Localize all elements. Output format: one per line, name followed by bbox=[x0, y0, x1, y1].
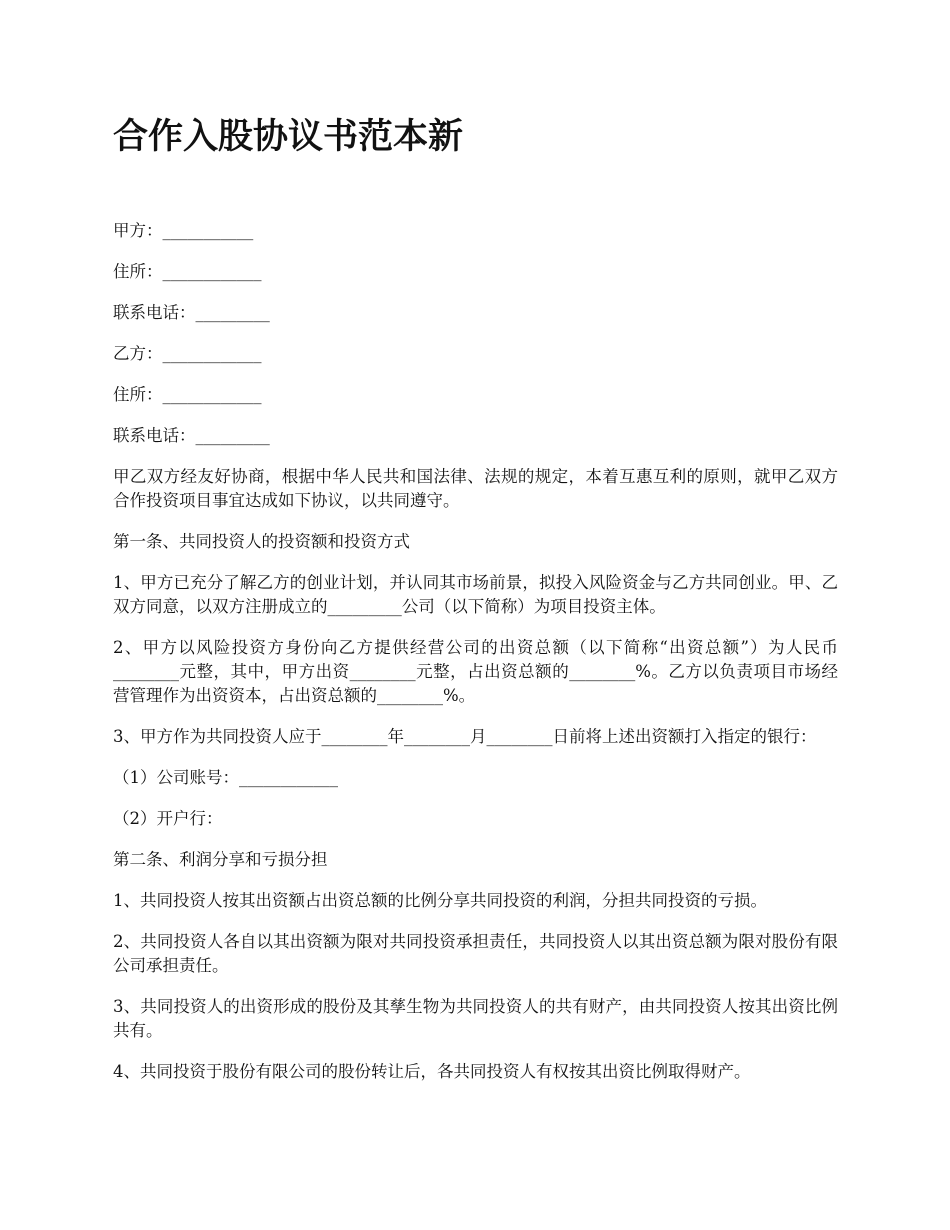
document-body bbox=[113, 219, 838, 1101]
preamble-paragraph: 甲乙双方经友好协商，根据中华人民共和国法律、法规的规定，本着互惠互利的原则，就甲乙双方合作投资项目事宜达成如下协议，以共同遵守。 bbox=[113, 467, 838, 510]
party-a-address-field: 住所：____________ bbox=[113, 262, 262, 281]
article-2-clause-1: 1、共同投资人按其出资额占出资总额的比例分享共同投资的利润，分担共同投资的亏损。 bbox=[113, 891, 767, 910]
article-2-heading: 第二条、利润分享和亏损分担 bbox=[113, 850, 328, 869]
article-2-clause-4: 4、共同投资于股份有限公司的股份转让后，各共同投资人有权按其出资比例取得财产。 bbox=[113, 1062, 751, 1081]
party-b-phone-field: 联系电话：_________ bbox=[113, 426, 270, 445]
bank-branch-field: （2）开户行： bbox=[113, 809, 223, 828]
article-1-heading: 第一条、共同投资人的投资额和投资方式 bbox=[113, 532, 410, 551]
document-title: 合作入股协议书范本新 bbox=[113, 116, 464, 157]
company-account-field: （1）公司账号：____________ bbox=[113, 768, 338, 787]
article-2-clause-3: 3、共同投资人的出资形成的股份及其孳生物为共同投资人的共有财产，由共同投资人按其出资比例共有。 bbox=[113, 997, 838, 1040]
article-1-clause-2: 2、甲方以风险投资方身份向乙方提供经营公司的出资总额（以下简称“出资总额”）为人民币________元整，其中，甲方出资________元整，占出资总额的________%。乙方以负责项目市场经营管理作为出资资本，占出资总额的________%。 bbox=[113, 638, 838, 705]
party-b-field: 乙方：____________ bbox=[113, 344, 262, 363]
article-2-clause-2: 2、共同投资人各自以其出资额为限对共同投资承担责任，共同投资人以其出资总额为限对股份有限公司承担责任。 bbox=[113, 932, 838, 975]
article-1-clause-3: 3、甲方作为共同投资人应于________年________月________日前将上述出资额打入指定的银行： bbox=[113, 727, 817, 746]
article-1-clause-1: 1、甲方已充分了解乙方的创业计划，并认同其市场前景，拟投入风险资金与乙方共同创业。甲、乙双方同意，以双方注册成立的_________公司（以下简称）为项目投资主体。 bbox=[113, 573, 838, 616]
party-a-phone-field: 联系电话：_________ bbox=[113, 303, 270, 322]
party-b-address-field: 住所：____________ bbox=[113, 385, 262, 404]
party-a-field: 甲方：___________ bbox=[113, 221, 254, 240]
